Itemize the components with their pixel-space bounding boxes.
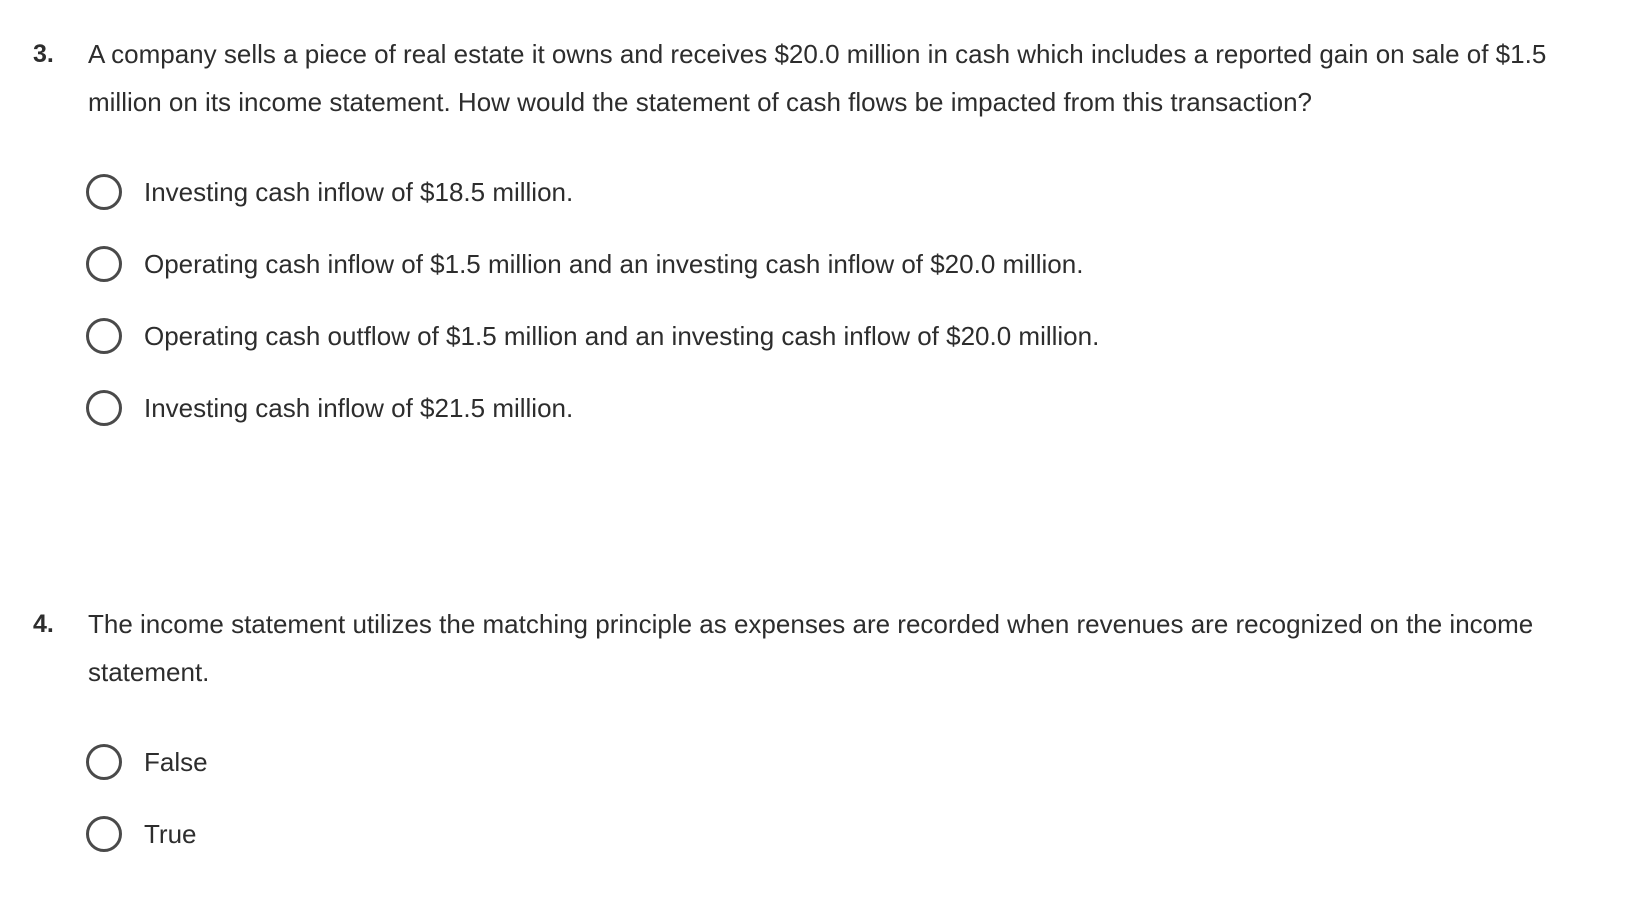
radio-button-icon[interactable]	[86, 390, 122, 426]
answer-option-false[interactable]	[0, 726, 1636, 798]
answer-option-label: True	[144, 819, 197, 849]
question-text: A company sells a piece of real estate it owns and receives $20.0 million in cash which includes a reported gain on sale of $1.5 million on its income statement. How would the statement of cash flows be impacted from this transaction?	[88, 39, 1547, 117]
answer-option-label: Operating cash inflow of $1.5 million and an investing cash inflow of $20.0 million.	[144, 249, 1084, 279]
question-header	[0, 570, 1636, 696]
question-number: 4.	[33, 610, 54, 638]
radio-button-icon[interactable]	[86, 318, 122, 354]
radio-button-icon[interactable]	[86, 744, 122, 780]
radio-button-icon[interactable]	[86, 246, 122, 282]
radio-button-icon[interactable]	[86, 816, 122, 852]
answer-option-label: False	[144, 747, 208, 777]
answer-option-label: Investing cash inflow of $18.5 million.	[144, 177, 574, 207]
answer-options	[0, 156, 1636, 444]
answer-options	[0, 726, 1636, 870]
answer-option-true[interactable]	[0, 798, 1636, 870]
question-text: The income statement utilizes the matching principle as expenses are recorded when revenues are recognized on the income statement.	[88, 609, 1534, 687]
answer-option-label: Investing cash inflow of $21.5 million.	[144, 393, 574, 423]
question-number: 3.	[33, 40, 54, 68]
question-4	[0, 570, 1636, 870]
answer-option[interactable]	[0, 300, 1636, 372]
question-header	[0, 0, 1636, 126]
answer-option[interactable]	[0, 156, 1636, 228]
answer-option[interactable]	[0, 372, 1636, 444]
answer-option[interactable]	[0, 228, 1636, 300]
question-3	[0, 0, 1636, 444]
radio-button-icon[interactable]	[86, 174, 122, 210]
answer-option-label: Operating cash outflow of $1.5 million and an investing cash inflow of $20.0 million.	[144, 321, 1100, 351]
